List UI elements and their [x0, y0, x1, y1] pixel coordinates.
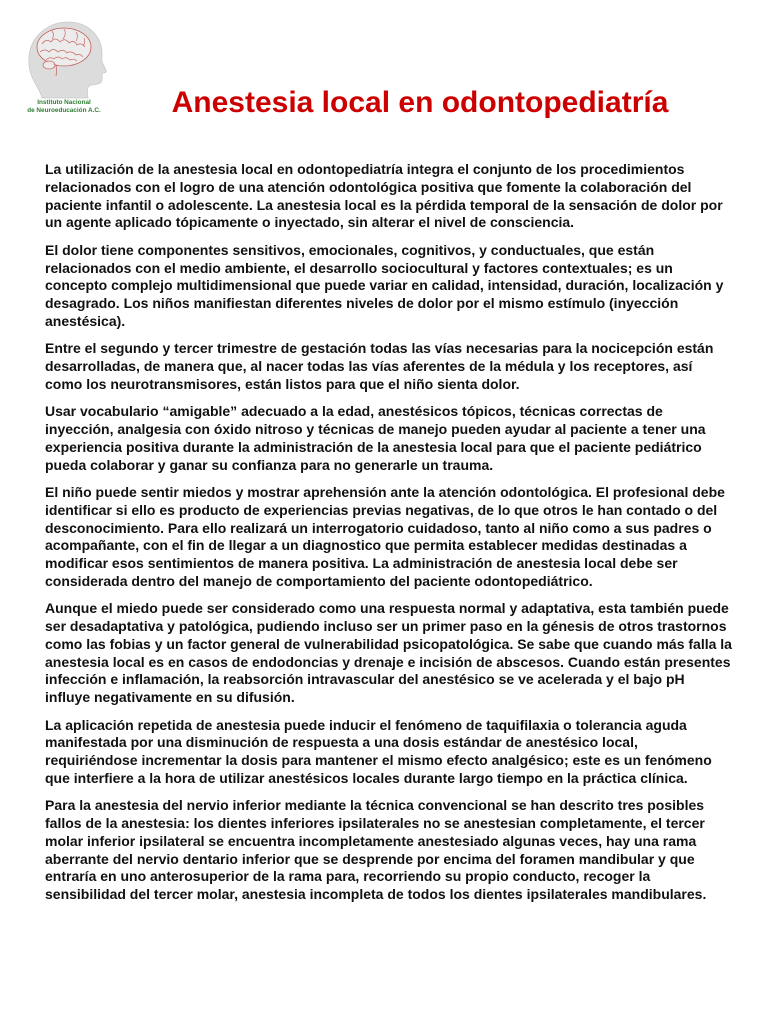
- page-title: Anestesia local en odontopediatría: [171, 86, 669, 119]
- paragraph-line: considerada dentro del manejo de comportamiento del paciente odontopediátrico.: [45, 572, 593, 589]
- paragraph-line: como los neurotransmisores, están listos para que el niño sienta dolor.: [45, 375, 520, 392]
- paragraph-line: El dolor tiene componentes sensitivos, emocionales, cognitivos, y conductuales, que están: [45, 241, 655, 258]
- paragraph-3: [45, 340, 745, 393]
- paragraph-line: influye negativamente en su difusión.: [45, 689, 295, 705]
- paragraph-line: El niño puede sentir miedos y mostrar aprehensión ante la atención odontológica. El profesional debe: [45, 484, 725, 500]
- paragraph-line: fallos de la anestesia: los dientes inferiores ipsilaterales no se anestesian completamente, el tercer: [45, 815, 705, 831]
- paragraph-line: La utilización de la anestesia local en odontopediatría integra el conjunto de los procedimientos: [45, 161, 685, 177]
- paragraph-line: un agente aplicado tópicamente o inyectado, sin alterar el nivel de consciencia.: [45, 214, 575, 231]
- paragraph-line: Para la anestesia del nervio inferior mediante la técnica convencional se han descrito tres posibles: [45, 797, 705, 814]
- paragraph-line: desconocimiento. Para ello realizará un interrogatorio cuidadoso, tanto al niño como a sus padres o: [45, 519, 712, 536]
- paragraph-line: anestesia local es en casos de endodoncias y drenaje e incisión de abscesos. Cuando están presentes: [45, 653, 731, 670]
- paragraph-7: [45, 717, 745, 788]
- paragraph-line: La aplicación repetida de anestesia puede inducir el fenómeno de taquifilaxia o tolerancia aguda: [45, 716, 687, 733]
- paragraph-line: ser desadaptativa y patológica, pudiendo incluso ser un primer paso en la génesis de otros trastornos: [45, 618, 727, 634]
- paragraph-1: [45, 161, 745, 232]
- paragraph-line: anestésica).: [45, 312, 126, 329]
- paragraph-line: experiencia positiva durante la administración de la anestesia local para que el paciente pediátrico: [45, 438, 702, 455]
- brain-outline: [37, 28, 91, 66]
- paragraph-line: como las fobias y un factor general de vulnerabilidad psicopatológica. Se sabe que cuando más falla la: [45, 635, 732, 652]
- paragraph-line: acompañante, con el fin de llegar a un diagnostico que permita establecer medidas destinadas a: [45, 537, 687, 554]
- logo-org-line-1: Instituto Nacional: [37, 99, 91, 106]
- logo-text: [18, 99, 110, 115]
- paragraph-line: entraría en uno anterosuperior de la rama para, recorriendo su propio conducto, recoger la: [45, 868, 651, 885]
- article-body: [45, 161, 745, 914]
- paragraph-line: paciente infantil o adolescente. La anestesia local es la pérdida temporal de la sensación de dolor por: [45, 196, 723, 213]
- paragraph-line: concepto complejo multidimensional que puede variar en calidad, intensidad, duración, localización y: [45, 277, 724, 294]
- paragraph-line: requiriéndose incrementar la dosis para mantener el mismo efecto analgésico; este es un fenómeno: [45, 752, 712, 768]
- paragraph-2: [45, 242, 745, 331]
- paragraph-5: [45, 484, 745, 591]
- paragraph-8: [45, 797, 745, 904]
- paragraph-line: inyección, analgesia con óxido nitroso y técnicas de manejo pueden ayudar al paciente a tener una: [45, 421, 706, 437]
- paragraph-line: aberrante del nervio dentario inferior que se desprende por encima del foramen mandibular y que: [45, 850, 695, 867]
- cerebellum: [43, 61, 55, 69]
- head-brain-icon: [18, 14, 110, 100]
- paragraph-line: pueda colaborar y ganar su confianza para no generarle un trauma.: [45, 456, 494, 473]
- paragraph-line: Entre el segundo y tercer trimestre de gestación todas las vías necesarias para la nocicepción están: [45, 340, 714, 357]
- paragraph-line: desarrolladas, de manera que, al nacer todas las vías aferentes de la médula y los receptores, así: [45, 358, 693, 374]
- paragraph-6: [45, 600, 745, 707]
- paragraph-line: relacionados con el logro de una atención odontológica positiva que fomente la colaboración del: [45, 178, 692, 195]
- paragraph-line: Aunque el miedo puede ser considerado como una respuesta normal y adaptativa, esta también puede: [45, 600, 729, 617]
- paragraph-line: identificar si ello es producto de experiencias previas negativas, de lo que otros le han contado o del: [45, 501, 718, 518]
- paragraph-line: infección e inflamación, la reabsorción intravascular del anestésico se ve acelerada y el bajo pH: [45, 671, 685, 688]
- paragraph-line: Usar vocabulario “amigable” adecuado a la edad, anestésicos tópicos, técnicas correctas de: [45, 403, 663, 420]
- paragraph-line: relacionados con el medio ambiente, el desarrollo sociocultural y factores contextuales; es un: [45, 259, 673, 276]
- institute-logo: [18, 14, 110, 116]
- paragraph-line: modificar esos sentimientos de manera positiva. La administración de anestesia local debe ser: [45, 555, 678, 571]
- paragraph-line: que interfiere a la hora de utilizar anestésicos locales durante largo tiempo en la práctica clínica.: [45, 769, 688, 786]
- paragraph-line: sensibilidad del tercer molar, anestesia incompleta de todos los dientes ipsilaterales mandibulares.: [45, 886, 707, 902]
- logo-org-line-2: de Neuroeducación A.C.: [27, 107, 101, 114]
- paragraph-line: manifestada por una disminución de respuesta a una dosis estándar de anestésico local,: [45, 734, 638, 751]
- paragraph-4: [45, 403, 745, 474]
- paragraph-line: molar inferior ipsilateral se encuentra incompletamente anestesiado algunas veces, hay una rama: [45, 832, 697, 849]
- paragraph-line: desagrado. Los niños manifiestan diferentes niveles de dolor por el mismo estímulo (inyección: [45, 295, 679, 311]
